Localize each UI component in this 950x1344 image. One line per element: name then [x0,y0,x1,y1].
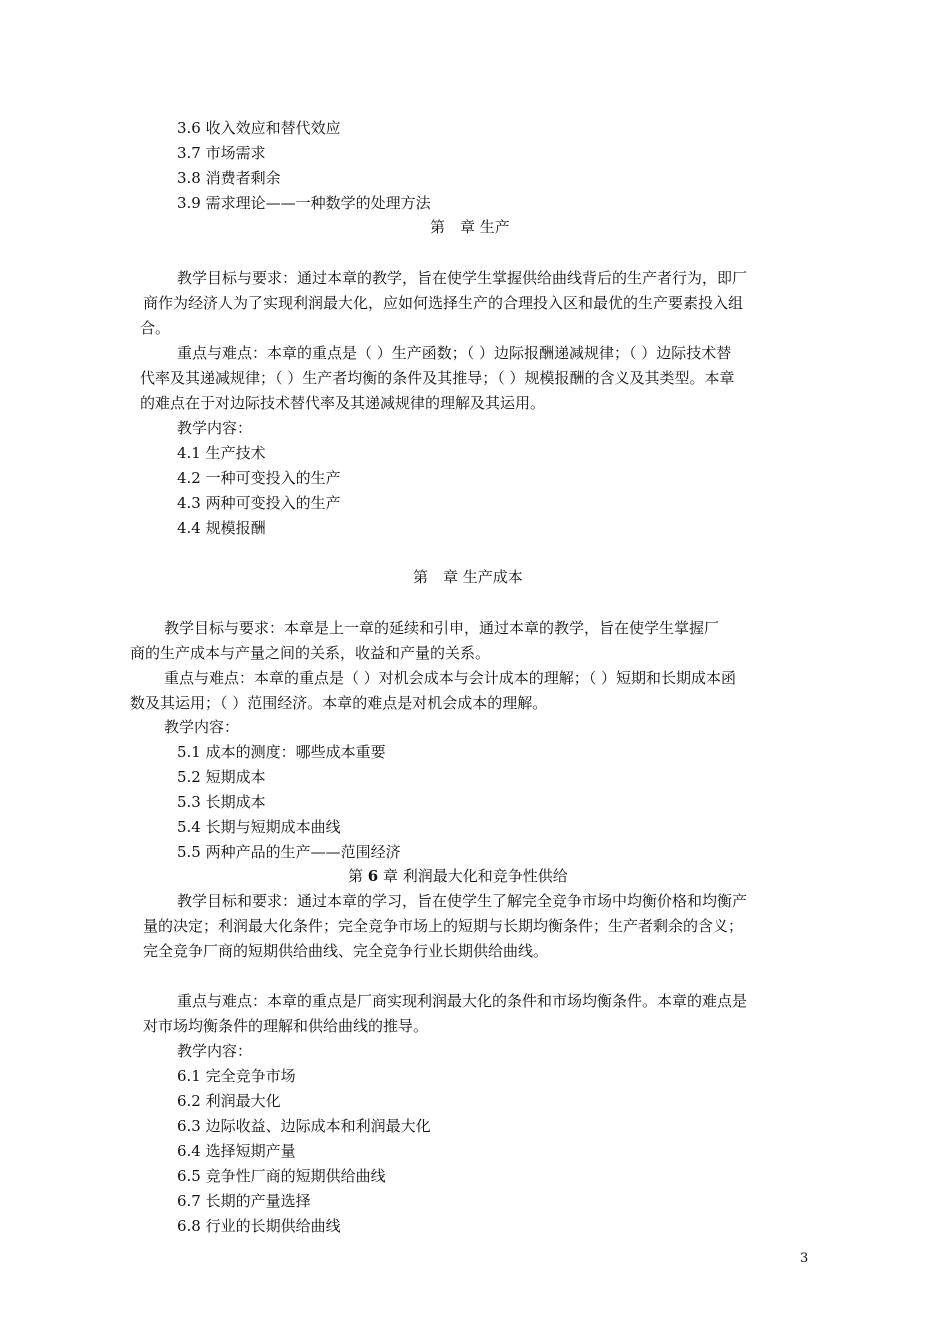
ch5-content-label: 教学内容： [164,718,240,736]
toc-item-3-6: 3.6 收入效应和替代效应 [177,119,341,137]
toc-item-3-8: 3.8 消费者剩余 [177,169,281,187]
toc-item-3-7: 3.7 市场需求 [177,144,266,162]
toc-item-5-5: 5.5 两种产品的生产——范围经济 [177,843,401,861]
toc-item-6-4: 6.4 选择短期产量 [177,1142,296,1160]
ch5-key-line-2: 数及其运用；（ ）范围经济。本章的难点是对机会成本的理解。 [130,694,548,712]
page-number: 3 [800,1251,809,1266]
chapter-6-heading-title: 章 利润最大化和竞争性供给 [378,867,568,885]
chapter-5-heading: 第 章 生产成本 [413,568,523,586]
toc-item-4-3: 4.3 两种可变投入的生产 [177,494,341,512]
ch6-key-line-1: 重点与难点：本章的重点是厂商实现利润最大化的条件和市场均衡条件。本章的难点是 [177,992,748,1010]
ch4-goal-line-1: 教学目标与要求：通过本章的教学，旨在使学生掌握供给曲线背后的生产者行为，即厂 [177,269,748,287]
ch6-goal-line-2: 量的决定；利润最大化条件；完全竞争市场上的短期与长期均衡条件；生产者剩余的含义； [143,917,744,935]
ch5-key-line-1: 重点与难点：本章的重点是（ ）对机会成本与会计成本的理解；（ ）短期和长期成本函 [164,669,737,687]
toc-item-4-4: 4.4 规模报酬 [177,519,266,537]
toc-item-3-9: 3.9 需求理论——一种数学的处理方法 [177,194,431,212]
ch6-goal-line-3: 完全竞争厂商的短期供给曲线、完全竞争行业长期供给曲线。 [143,942,549,960]
toc-item-6-5: 6.5 竞争性厂商的短期供给曲线 [177,1167,386,1185]
toc-item-6-1: 6.1 完全竞争市场 [177,1067,296,1085]
ch4-goal-line-3: 合。 [140,319,171,337]
ch4-key-line-3: 的难点在于对边际技术替代率及其递减规律的理解及其运用。 [140,394,546,412]
toc-item-4-1: 4.1 生产技术 [177,444,266,462]
toc-item-5-4: 5.4 长期与短期成本曲线 [177,818,341,836]
ch4-goal-line-2: 商作为经济人为了实现利润最大化，应如何选择生产的合理投入区和最优的生产要素投入组 [143,294,744,312]
ch4-key-line-2: 代率及其递减规律；（ ）生产者均衡的条件及其推导；（ ）规模报酬的含义及其类型。本章 [140,369,735,387]
chapter-6-number: 6 [367,867,379,885]
chapter-4-heading: 第 章 生产 [430,218,510,236]
ch5-goal-line-2: 商的生产成本与产量之间的关系，收益和产量的关系。 [130,644,491,662]
ch4-key-line-1: 重点与难点：本章的重点是（ ）生产函数；（ ）边际报酬递减规律；（ ）边际技术替 [177,344,732,362]
ch6-goal-line-1: 教学目标和要求：通过本章的学习，旨在使学生了解完全竞争市场中均衡价格和均衡产 [177,892,748,910]
toc-item-6-8: 6.8 行业的长期供给曲线 [177,1217,341,1235]
chapter-6-heading-prefix: 第 [348,867,368,885]
toc-item-6-7: 6.7 长期的产量选择 [177,1192,311,1210]
toc-item-6-2: 6.2 利润最大化 [177,1092,281,1110]
toc-item-5-2: 5.2 短期成本 [177,768,266,786]
toc-item-5-3: 5.3 长期成本 [177,793,266,811]
toc-item-4-2: 4.2 一种可变投入的生产 [177,469,341,487]
ch6-content-label: 教学内容： [177,1042,253,1060]
chapter-6-heading [348,866,568,886]
ch5-goal-line-1: 教学目标与要求：本章是上一章的延续和引申，通过本章的教学，旨在使学生掌握厂 [164,619,720,637]
ch4-content-label: 教学内容： [177,419,253,437]
toc-item-6-3: 6.3 边际收益、边际成本和利润最大化 [177,1117,431,1135]
toc-item-5-1: 5.1 成本的测度：哪些成本重要 [177,743,386,761]
ch6-key-line-2: 对市场均衡条件的理解和供给曲线的推导。 [143,1017,429,1035]
